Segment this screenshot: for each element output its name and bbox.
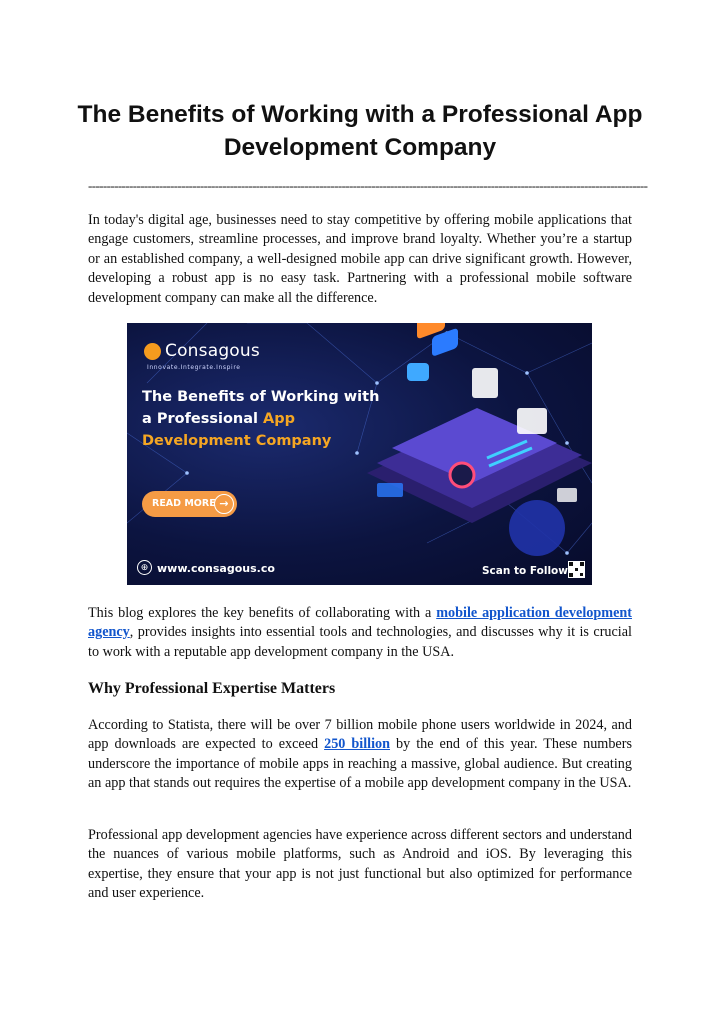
- read-more-button[interactable]: [142, 491, 237, 517]
- mobile-app-agency-link[interactable]: mobile application development agency: [88, 605, 632, 641]
- scan-to-follow-text: Scan to Follow: [482, 565, 568, 577]
- globe-icon: ⊕: [137, 560, 152, 575]
- read-more-label: READ MORE: [152, 498, 216, 509]
- arrow-right-icon: →: [214, 494, 234, 514]
- expertise-paragraph: Professional app development agencies have experience across different sectors and understand the nuances of various mobile platforms, such as Android and iOS. By leveraging this expertise, they ensure that your app is not just functional but also optimized for performance and user experience.: [88, 827, 632, 902]
- divider-rule: ------------------------------------------------------------------------------------------------------------------------------------------------------: [88, 178, 648, 193]
- page-title: The Benefits of Working with a Professional App Development Company: [77, 101, 643, 161]
- banner-headline-white: The Benefits of Working with a Professional: [142, 389, 380, 427]
- statista-text-2: by the end of this year. These numbers underscore the importance of mobile apps in reaching a massive, global audience. But creating an app that stands out requires the expertise of a mobile app development company in the USA.: [88, 736, 632, 792]
- blog-para-text-2: , provides insights into essential tools and technologies, and discusses why it is crucial to work with a reputable app development company in the USA.: [88, 624, 632, 660]
- consagous-logo-icon: [144, 343, 161, 360]
- blog-banner-image: [127, 323, 592, 585]
- banner-url: www.consagous.co: [157, 562, 275, 575]
- blog-para-text-1: This blog explores the key benefits of collaborating with a: [88, 605, 437, 621]
- app-platform-illustration: [367, 323, 592, 556]
- 250-billion-link[interactable]: 250 billion: [324, 736, 391, 753]
- network-background: [127, 323, 592, 585]
- blog-intro-paragraph: [88, 604, 632, 662]
- statista-paragraph: [88, 716, 632, 794]
- section-heading: Why Professional Expertise Matters: [88, 680, 336, 697]
- banner-tagline: Innovate.Integrate.Inspire: [147, 364, 241, 371]
- statista-text-1: According to Statista, there will be over 7 billion mobile phone users worldwide in 2024, and app downloads are expected to exceed: [88, 717, 632, 753]
- qr-code-icon: [568, 561, 585, 578]
- intro-paragraph: In today's digital age, businesses need to stay competitive by offering mobile applications that engage customers, streamline processes, and improve brand loyalty. Whether you’re a startup or an established company, a well-designed mobile app can drive significant growth. However, developing a robust app is no easy task. Partnering with a professional mobile software development company can make all the difference.: [88, 212, 632, 306]
- banner-headline-orange: App Development Company: [142, 411, 332, 449]
- banner-headline: [142, 386, 382, 452]
- banner-logo-text: Consagous: [165, 341, 260, 361]
